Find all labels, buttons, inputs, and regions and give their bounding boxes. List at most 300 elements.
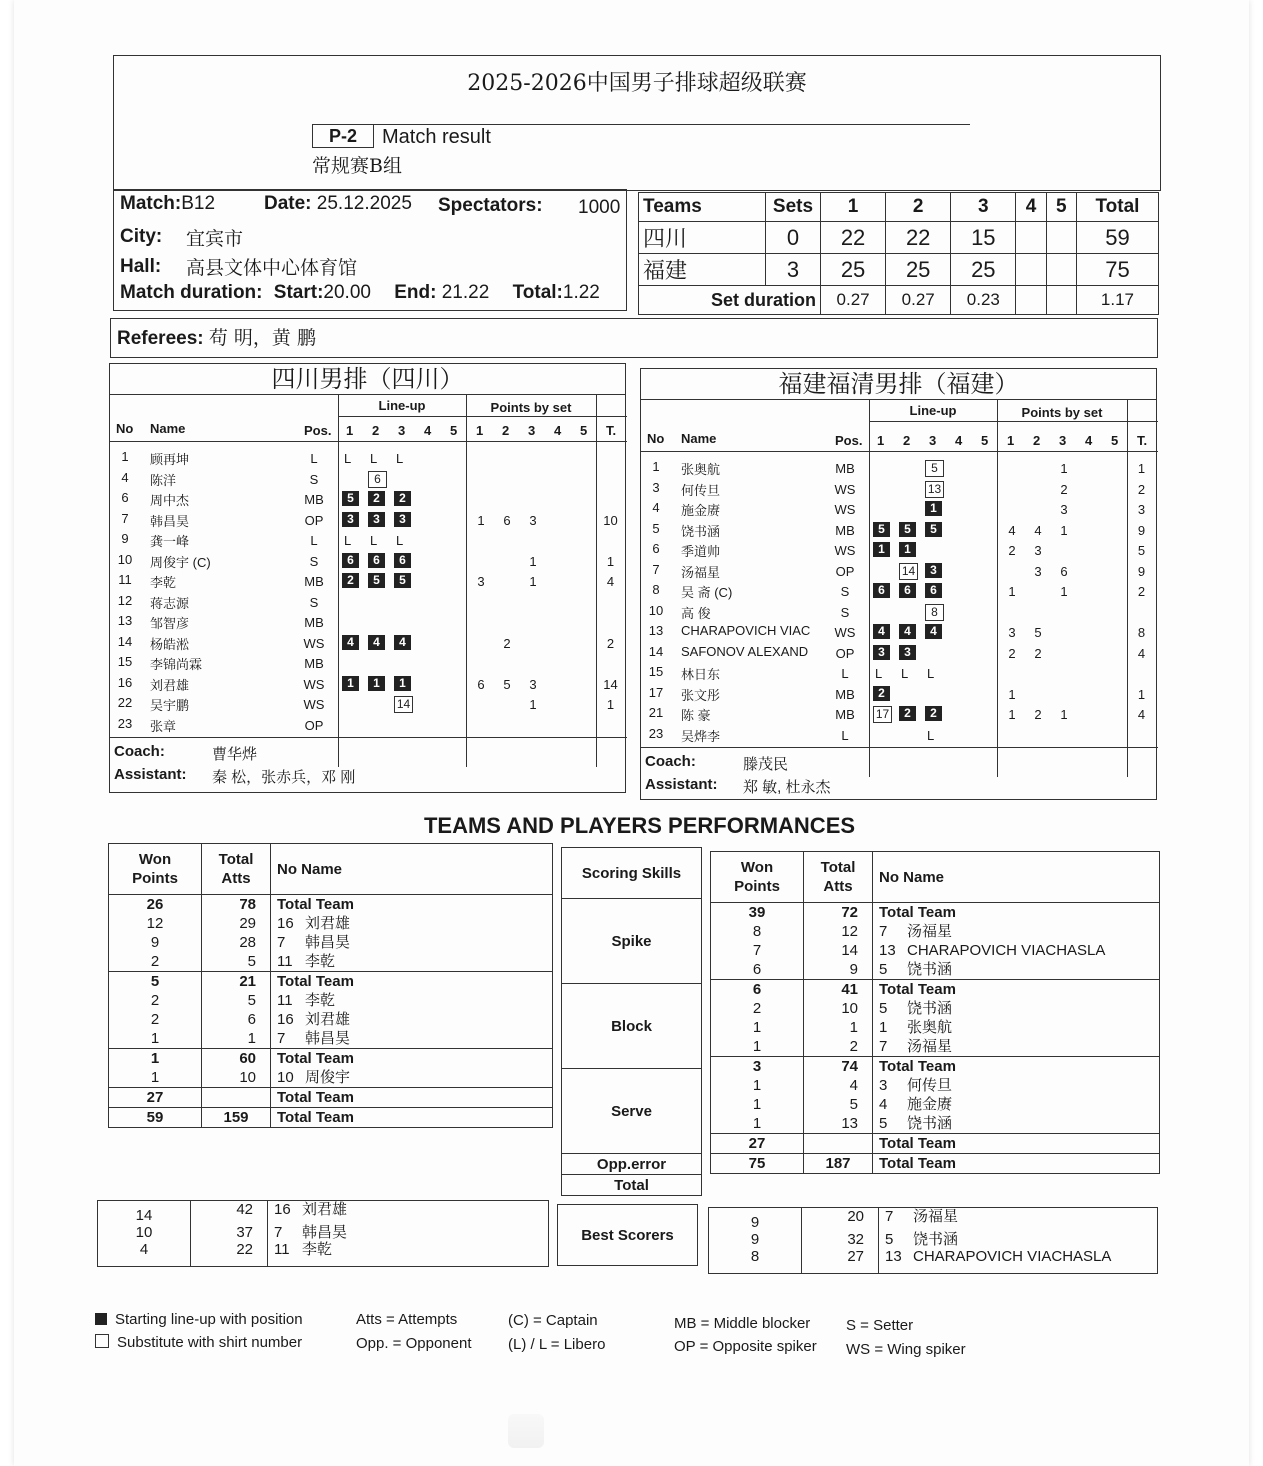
lineup-header: Line-up xyxy=(378,398,426,413)
player-cell xyxy=(271,1029,553,1049)
libero-mark: L xyxy=(927,727,935,743)
player-number: 7 xyxy=(652,561,660,577)
set-points: 1 xyxy=(529,574,537,589)
points-set-header: 2 xyxy=(1033,433,1041,448)
player-number: 10 xyxy=(648,602,664,618)
player-position: MB xyxy=(835,522,855,538)
performance-title: TEAMS AND PLAYERS PERFORMANCES xyxy=(423,813,856,838)
player-position: MB xyxy=(835,686,855,702)
won-points: 1 xyxy=(109,1049,202,1069)
player-name: 刘君雄 xyxy=(305,1011,351,1028)
serve-row xyxy=(711,1114,1160,1134)
lineup-header: Line-up xyxy=(909,403,957,418)
divider xyxy=(110,441,627,442)
set-points: 3 xyxy=(477,574,485,589)
total-duration: 1.22 xyxy=(562,282,600,303)
total-points: 3 xyxy=(1137,502,1146,517)
legend-opp: Opp. = Opponent xyxy=(356,1335,472,1352)
divider xyxy=(641,451,1158,452)
player-number: 15 xyxy=(117,654,133,669)
set-points: 1 xyxy=(1060,461,1068,476)
total-atts-header: Total Atts xyxy=(202,844,271,895)
player-name: 高 俊 xyxy=(681,605,711,621)
set-points: 3 xyxy=(1060,502,1068,517)
total-atts: 6 xyxy=(202,1010,271,1029)
player-row xyxy=(110,673,627,693)
libero-mark: L xyxy=(344,533,352,548)
won-points: 8 xyxy=(709,1248,802,1274)
player-cell xyxy=(271,991,553,1010)
player-cell xyxy=(873,941,1160,960)
player-name: 陈洋 xyxy=(150,472,177,488)
referees-box xyxy=(110,318,1158,358)
player-number: 5 xyxy=(885,1231,894,1248)
total-points: 14 xyxy=(603,676,618,692)
player-cell xyxy=(879,1208,1158,1232)
player-name: Total Team xyxy=(879,1058,956,1075)
set-2-score: 25 xyxy=(886,254,951,286)
skill-serve: Serve xyxy=(562,1069,702,1154)
total-points: 9 xyxy=(1137,522,1146,538)
player-position: MB xyxy=(304,656,324,671)
won-points: 39 xyxy=(711,903,804,923)
player-position: OP xyxy=(304,717,324,733)
best-scorer-row xyxy=(709,1208,1158,1232)
player-row xyxy=(110,550,627,570)
player-cell xyxy=(271,933,553,952)
total-atts: 28 xyxy=(202,933,271,952)
player-name: 汤福星 xyxy=(913,1208,959,1225)
player-number: 14 xyxy=(648,643,664,659)
player-row xyxy=(641,724,1158,744)
player-position: OP xyxy=(835,645,855,661)
set-points: 1 xyxy=(1060,522,1068,538)
player-cell xyxy=(873,960,1160,980)
player-row xyxy=(641,621,1158,641)
spike-row xyxy=(711,903,1160,923)
total-points: 1 xyxy=(1137,461,1146,476)
starting-position-box: 5 xyxy=(873,522,890,537)
player-number: 1 xyxy=(652,459,660,474)
starting-position-box: 4 xyxy=(368,635,385,650)
player-name: 陈 豪 xyxy=(681,708,711,723)
player-row xyxy=(110,611,627,631)
city-label: City: xyxy=(120,226,163,247)
player-number: 11 xyxy=(118,572,132,587)
total-points: 2 xyxy=(1137,481,1146,497)
player-number: 5 xyxy=(879,961,888,978)
set-duration-label: Set duration xyxy=(639,286,821,315)
player-name: 顾再坤 xyxy=(150,452,190,467)
player-name: 邹智彦 xyxy=(150,616,190,631)
libero-mark: L xyxy=(370,451,378,466)
player-row xyxy=(641,498,1158,518)
total-points: 1 xyxy=(1137,686,1146,702)
total-row xyxy=(711,1154,1160,1174)
set-4-score xyxy=(1016,254,1046,286)
player-position: S xyxy=(309,594,319,610)
starting-position-box: 6 xyxy=(899,583,916,598)
player-position: WS xyxy=(834,543,856,558)
total-points: 2 xyxy=(1137,584,1146,599)
player-row xyxy=(641,683,1158,703)
hall-value: 高县文体中心体育馆 xyxy=(186,257,358,279)
legend-text: Substitute with shirt number xyxy=(117,1334,303,1351)
libero-mark: L xyxy=(901,666,909,681)
player-name: 周中杰 xyxy=(150,493,190,508)
won-points: 27 xyxy=(711,1134,804,1154)
starting-position-box: 4 xyxy=(873,624,890,639)
set-points: 6 xyxy=(1060,563,1068,579)
set-points: 4 xyxy=(1008,522,1016,538)
set-3-score: 25 xyxy=(951,254,1016,286)
player-name: 施金赓 xyxy=(907,1096,953,1113)
no-name-header: No Name xyxy=(271,844,553,895)
player-row xyxy=(110,632,627,652)
starting-position-box: 6 xyxy=(394,553,411,568)
set-points: 3 xyxy=(1008,625,1016,640)
empty-square-icon xyxy=(95,1334,109,1348)
player-row xyxy=(641,642,1158,662)
substitute-number-box: 14 xyxy=(394,696,413,713)
player-name: 李乾 xyxy=(305,953,336,970)
player-cell xyxy=(873,1057,1160,1077)
set-points: 2 xyxy=(1060,481,1068,497)
player-number: 23 xyxy=(117,715,133,731)
player-name: 李乾 xyxy=(150,575,177,590)
player-name: 吴 斋 (C) xyxy=(681,585,733,600)
starting-position-box: 4 xyxy=(925,624,942,639)
player-number: 12 xyxy=(117,592,133,608)
set-1-duration: 0.27 xyxy=(821,286,886,315)
total-atts: 60 xyxy=(202,1049,271,1069)
starting-position-box: 6 xyxy=(342,553,359,568)
total-team-label: Total Team xyxy=(873,1154,1160,1174)
divider xyxy=(641,747,1158,748)
serve-row xyxy=(711,1057,1160,1077)
player-name: 林日东 xyxy=(681,667,721,682)
set-1-score: 25 xyxy=(821,254,886,286)
starting-position-box: 2 xyxy=(899,706,916,721)
total-atts: 10 xyxy=(202,1068,271,1087)
document-type: Match result xyxy=(382,126,491,148)
player-position: MB xyxy=(304,492,324,507)
player-row xyxy=(110,714,627,734)
won-points: 1 xyxy=(109,1029,202,1049)
player-name: 饶书涵 xyxy=(913,1231,959,1248)
total-team-label: Total Team xyxy=(271,1108,553,1128)
team-title: 四川男排（四川） xyxy=(110,364,625,395)
coach-label: Coach: xyxy=(645,753,696,770)
player-number: 9 xyxy=(121,531,129,546)
block-row xyxy=(109,972,553,992)
player-number: 23 xyxy=(648,725,664,741)
legend-s: S = Setter xyxy=(846,1317,914,1334)
points-set-header: 5 xyxy=(1111,433,1119,448)
spike-row xyxy=(109,914,553,933)
spike-row xyxy=(711,960,1160,980)
won-points: 2 xyxy=(711,999,804,1018)
legend-op: OP = Opposite spiker xyxy=(674,1338,817,1355)
player-row xyxy=(641,457,1158,477)
player-name: 刘君雄 xyxy=(302,1201,348,1218)
player-name: 杨皓淞 xyxy=(150,636,190,652)
player-cell xyxy=(271,914,553,933)
player-cell xyxy=(873,1037,1160,1057)
set-5-duration xyxy=(1046,286,1076,315)
starting-position-box: 3 xyxy=(925,563,942,578)
player-position: S xyxy=(309,471,319,487)
set-5-score xyxy=(1046,222,1076,254)
starting-position-box: 6 xyxy=(925,583,942,598)
starting-position-box: 6 xyxy=(873,583,890,598)
total-atts: 29 xyxy=(202,914,271,933)
libero-mark: L xyxy=(927,666,935,681)
player-position: WS xyxy=(834,502,856,517)
match-label: Match: xyxy=(120,193,182,214)
player-row xyxy=(641,560,1158,580)
player-name: Total Team xyxy=(277,1050,354,1067)
total-atts: 41 xyxy=(804,980,873,1000)
player-number: 16 xyxy=(274,1201,291,1218)
referees-label: Referees: xyxy=(117,328,204,349)
set-2-duration: 0.27 xyxy=(886,286,951,315)
total-atts: 10 xyxy=(804,999,873,1018)
team-title: 福建福清男排（福建） xyxy=(641,369,1156,400)
player-name: 汤福星 xyxy=(907,1038,953,1055)
starting-position-box: 1 xyxy=(342,676,359,691)
header-row xyxy=(711,852,1160,903)
total-atts: 78 xyxy=(202,895,271,915)
spike-row xyxy=(109,933,553,952)
no-name-header: No Name xyxy=(873,852,1160,903)
won-points: 10 xyxy=(98,1224,191,1241)
player-name: Total Team xyxy=(277,973,354,990)
starting-position-box: 5 xyxy=(394,573,411,588)
starting-position-box: 3 xyxy=(873,645,890,660)
total-points: 4 xyxy=(606,574,615,589)
divider xyxy=(110,737,627,738)
skill-row xyxy=(562,1175,702,1196)
hall-label: Hall: xyxy=(120,256,162,277)
player-number: 16 xyxy=(117,674,133,690)
player-position: WS xyxy=(834,481,856,497)
player-name: 饶书涵 xyxy=(907,1000,953,1017)
best-scorers-label-box xyxy=(557,1204,698,1266)
player-number: 7 xyxy=(879,1038,888,1055)
competition-phase: 常规赛B组 xyxy=(312,155,402,177)
player-number: 8 xyxy=(652,582,660,597)
col-sets: Sets xyxy=(766,193,821,222)
total-atts: 14 xyxy=(804,941,873,960)
set-duration-row xyxy=(639,286,1159,315)
total-atts: 74 xyxy=(804,1057,873,1077)
starting-position-box: 2 xyxy=(394,491,411,506)
spike-row xyxy=(711,922,1160,941)
player-position: MB xyxy=(304,574,324,589)
player-position: MB xyxy=(835,707,855,722)
player-cell xyxy=(879,1231,1158,1248)
total-atts: 5 xyxy=(804,1095,873,1114)
set-points: 5 xyxy=(1034,625,1042,640)
player-name: SAFONOV ALEXAND xyxy=(681,643,809,659)
player-number: 7 xyxy=(885,1208,894,1225)
assistant-names: 秦 松，张赤兵，邓 刚 xyxy=(212,769,356,786)
player-row xyxy=(641,703,1158,723)
total-header: T. xyxy=(1137,433,1148,448)
skill-spike: Spike xyxy=(562,899,702,984)
assistant-label: Assistant: xyxy=(114,766,187,783)
player-number: 7 xyxy=(277,1030,286,1047)
player-name: CHARAPOVICH VIACHASLA xyxy=(907,942,1106,959)
team-name: 四川 xyxy=(639,222,766,254)
set-points: 3 xyxy=(1034,563,1042,579)
best-scorer-row xyxy=(709,1231,1158,1248)
player-number: 13 xyxy=(117,613,133,628)
lineup-set-header: 5 xyxy=(450,423,458,438)
lineup-set-header: 5 xyxy=(981,433,989,448)
won-points: 2 xyxy=(109,1010,202,1029)
player-cell xyxy=(271,895,553,915)
player-number: 22 xyxy=(117,695,133,710)
player-name: 汤福星 xyxy=(907,923,953,940)
points-set-header: 1 xyxy=(1007,433,1015,448)
col-total: Total xyxy=(1076,193,1158,222)
total-points: 1 xyxy=(606,697,615,712)
player-row xyxy=(641,662,1158,682)
total-atts: 21 xyxy=(202,972,271,992)
substitute-number-box: 5 xyxy=(925,460,944,477)
home-performance-table xyxy=(108,843,553,1128)
starting-position-box: 1 xyxy=(899,542,916,557)
set-points: 3 xyxy=(529,512,537,528)
player-number: 3 xyxy=(652,479,660,495)
starting-position-box: 2 xyxy=(368,491,385,506)
total-team-label: Total Team xyxy=(271,1088,553,1108)
player-name: 张奥航 xyxy=(681,462,721,477)
col-teams: Teams xyxy=(639,193,766,222)
player-name: 周俊宇 xyxy=(305,1069,351,1086)
player-number: 11 xyxy=(277,953,293,970)
away-performance-table xyxy=(710,851,1160,1174)
opp-error-row xyxy=(711,1134,1160,1154)
player-position: L xyxy=(841,727,849,743)
won-points: 1 xyxy=(711,1037,804,1057)
starting-position-box: 2 xyxy=(925,706,942,721)
player-number: 11 xyxy=(277,992,293,1009)
player-name: 周俊宇 (C) xyxy=(150,554,211,570)
player-row xyxy=(110,509,627,529)
points-set-header: 4 xyxy=(1085,433,1093,448)
total-atts: 20 xyxy=(802,1208,879,1232)
player-name: 吴烨李 xyxy=(681,728,721,744)
points-set-header: 2 xyxy=(502,423,510,438)
player-position: S xyxy=(309,553,319,569)
player-row xyxy=(641,601,1158,621)
best-scorer-row xyxy=(98,1241,549,1267)
scoring-skills-header: Scoring Skills xyxy=(562,848,702,899)
player-cell xyxy=(271,1068,553,1087)
total-team-label: Total Team xyxy=(873,1134,1160,1154)
starting-position-box: 1 xyxy=(873,542,890,557)
serve-row xyxy=(109,1068,553,1087)
player-row xyxy=(110,591,627,611)
set-points: 5 xyxy=(503,676,511,692)
player-name: 韩昌昊 xyxy=(305,1030,351,1047)
substitute-number-box: 13 xyxy=(925,481,944,498)
set-points: 1 xyxy=(529,553,537,569)
player-number: 16 xyxy=(277,1011,294,1028)
end-time: 21.22 xyxy=(441,282,490,303)
won-points: 5 xyxy=(109,972,202,992)
player-row xyxy=(110,488,627,508)
block-row xyxy=(711,980,1160,1000)
player-name: 韩昌昊 xyxy=(305,934,351,951)
set-1-score: 22 xyxy=(821,222,886,254)
player-number: 7 xyxy=(879,923,888,940)
total-atts: 32 xyxy=(802,1231,879,1248)
player-position: WS xyxy=(834,625,856,640)
divider xyxy=(869,421,1158,422)
player-number: 7 xyxy=(277,934,286,951)
skill-row xyxy=(562,1154,702,1175)
coach-label: Coach: xyxy=(114,743,165,760)
substitute-number-box: 14 xyxy=(899,563,918,580)
player-name: 季道帅 xyxy=(681,544,721,559)
points-set-header: 3 xyxy=(1059,433,1067,448)
set-2-score: 22 xyxy=(886,222,951,254)
player-name: 张章 xyxy=(150,718,177,734)
set-points: 2 xyxy=(1008,645,1016,661)
total-atts xyxy=(804,1134,873,1154)
skill-row xyxy=(562,1069,702,1154)
pos-header: Pos. xyxy=(304,423,332,438)
player-number: 7 xyxy=(274,1224,283,1241)
no-header: No xyxy=(647,431,665,446)
spectators-count: 1000 xyxy=(578,197,621,218)
header-row xyxy=(109,844,553,895)
substitute-number-box: 8 xyxy=(925,604,944,621)
total-atts: 9 xyxy=(804,960,873,980)
player-name: 李乾 xyxy=(305,992,336,1009)
away-best-scorers xyxy=(708,1207,1158,1274)
points-by-set-header: Points by set xyxy=(1021,405,1103,420)
sets-won: 0 xyxy=(766,222,821,254)
player-row xyxy=(641,580,1158,600)
set-3-duration: 0.23 xyxy=(951,286,1016,315)
score-row-away xyxy=(639,254,1159,286)
points-set-header: 4 xyxy=(554,423,562,438)
league-title: 2025-2026中国男子排球超级联赛 xyxy=(467,71,807,96)
total-points: 4 xyxy=(1137,645,1146,661)
total-atts: 12 xyxy=(804,922,873,941)
block-row xyxy=(109,1029,553,1049)
team-name: 福建 xyxy=(639,254,766,286)
won-points: 1 xyxy=(711,1114,804,1134)
skill-row xyxy=(562,984,702,1069)
block-row xyxy=(109,991,553,1010)
block-row xyxy=(109,1010,553,1029)
skill-best-scorers: Best Scorers xyxy=(558,1205,698,1266)
set-points: 1 xyxy=(1008,686,1016,702)
libero-mark: L xyxy=(370,533,378,548)
total-points: 5 xyxy=(1137,543,1146,558)
page-fold-shadow xyxy=(508,1414,544,1448)
won-points: 12 xyxy=(109,914,202,933)
player-number: 21 xyxy=(648,705,664,720)
player-number: 13 xyxy=(879,942,896,959)
skill-opp-error: Opp.error xyxy=(562,1154,702,1175)
